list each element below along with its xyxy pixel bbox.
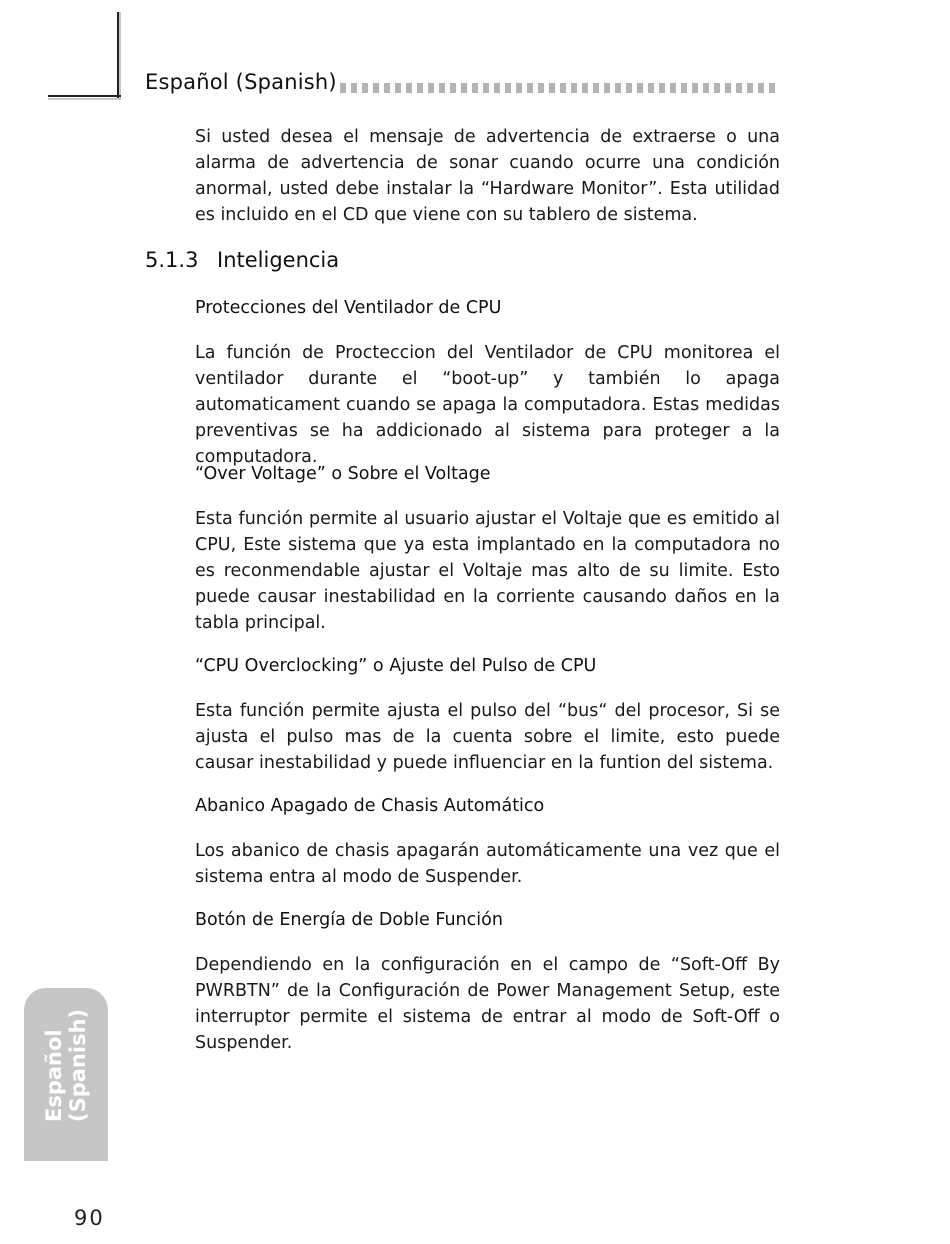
- side-tab-line2: (Spanish): [66, 1008, 90, 1122]
- paragraph-dual-function-power-button: Dependiendo en la configuración en el campo de “Soft-Off By PWRBTN” de la Configuración de Power Management Setup, este interruptor permite el sistema de entrar al modo de Soft-Off o Suspender.: [195, 955, 780, 1053]
- paragraph-chassis-fan-off: Los abanico de chasis apagarán automáticamente una vez que el sistema entra al modo de Suspender.: [195, 841, 780, 887]
- header-dotted-rule: [340, 83, 780, 93]
- page-number: 90: [74, 1206, 105, 1230]
- subheading-over-voltage: “Over Voltage” o Sobre el Voltage: [195, 464, 491, 484]
- subheading-chassis-fan-off: Abanico Apagado de Chasis Automático: [195, 796, 545, 816]
- subheading-dual-function-power-button: Botón de Energía de Doble Función: [195, 910, 503, 930]
- section-number: 5.1.3: [145, 248, 199, 272]
- side-tab-line1: Español: [42, 1029, 66, 1122]
- side-tab-label: [42, 1009, 90, 1122]
- section-title: Inteligencia: [217, 248, 340, 272]
- corner-mark-vertical: [117, 12, 121, 100]
- paragraph-over-voltage: Esta función permite al usuario ajustar el Voltaje que es emitido al CPU, Este sistema que ya esta implantado en la computadora no es reconmendable ajustar el Voltaje mas alto de su limite. Esto puede causar inestabilidad en la corriente causando daños en la tabla principal.: [195, 509, 780, 633]
- corner-mark-horizontal: [48, 95, 121, 100]
- intro-paragraph: Si usted desea el mensaje de advertencia de extraerse o una alarma de advertencia de sonar cuando ocurre una condición anormal, usted debe instalar la “Hardware Monitor”. Esta utilidad es incluido en el CD que viene con su tablero de sistema.: [195, 127, 780, 225]
- subheading-cpu-fan-protection: Protecciones del Ventilador de CPU: [195, 298, 502, 318]
- paragraph-cpu-fan-protection: La función de Procteccion del Ventilador de CPU monitorea el ventilador durante el “boot-up” y también lo apaga automaticament cuando se apaga la computadora. Estas medidas preventivas se ha addicionado al sistema para proteger a la computadora.: [195, 343, 780, 467]
- paragraph-cpu-overclocking: Esta función permite ajusta el pulso del “bus“ del procesor, Si se ajusta el pulso mas de la cuenta sobre el limite, esto puede causar inestabilidad y puede influenciar en la funtion del sistema.: [195, 701, 780, 773]
- subheading-cpu-overclocking: “CPU Overclocking” o Ajuste del Pulso de CPU: [195, 656, 597, 676]
- header-title: Español (Spanish): [145, 70, 337, 94]
- section-heading: [145, 248, 339, 272]
